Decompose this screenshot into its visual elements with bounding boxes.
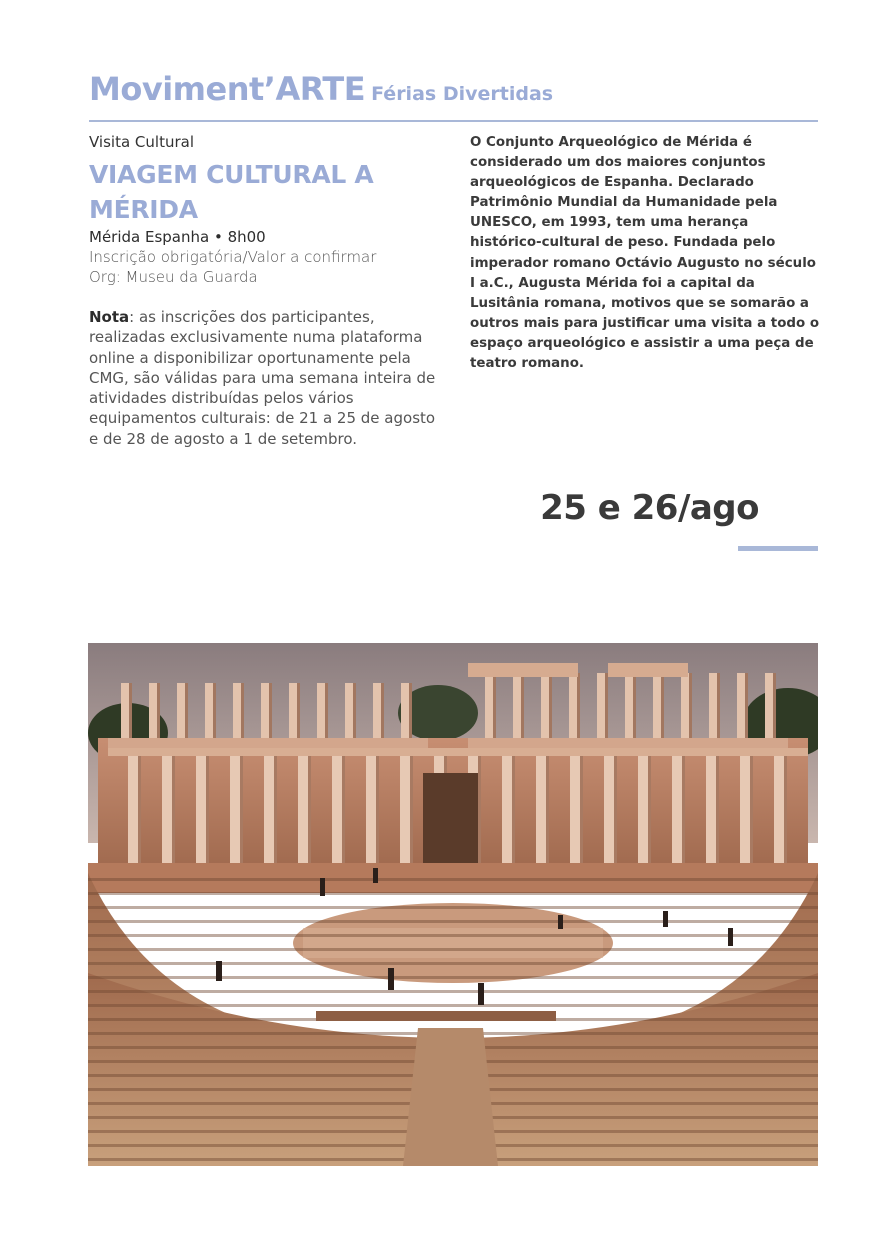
event-note — [89, 307, 439, 449]
event-details — [89, 133, 439, 464]
event-title-line1: VIAGEM CULTURAL A — [89, 160, 374, 189]
event-place-time: Mérida Espanha • 8h00 — [89, 228, 266, 246]
event-title — [89, 157, 439, 227]
event-organizer: Org: Museu da Guarda — [89, 268, 258, 286]
event-category: Visita Cultural — [89, 133, 194, 151]
brand-title: Moviment’ARTE — [89, 70, 366, 108]
event-registration: Inscrição obrigatória/Valor a confirmar — [89, 248, 377, 266]
event-description: O Conjunto Arqueológico de Mérida é considerado um dos maiores conjuntos arqueológicos de Espanha. Declarado Patrimônio Mundial da Humanidade pela UNESCO, em 1993, tem uma herança histórico-cultural de peso. Fundada pelo imperador romano Octávio Augusto no século I a.C., Augusta Mérida foi a capital da Lusitânia romana, motivos que se somarão a outros mais para justificar uma visita a todo o espaço arqueológico e assistir a uma peça de teatro romano. — [470, 135, 820, 372]
note-label: Nota — [89, 308, 130, 326]
roman-theatre-photo — [88, 643, 818, 1166]
event-date: 25 e 26/ago — [540, 488, 759, 528]
page-header — [89, 70, 818, 122]
brand-subtitle: Férias Divertidas — [371, 83, 554, 105]
event-title-line2: MÉRIDA — [89, 195, 198, 224]
date-underline — [738, 546, 818, 551]
note-text: : as inscrições dos participantes, realizadas exclusivamente numa plataforma online a disponibilizar oportunamente pela CMG, são válidas para uma semana inteira de atividades distribuídas pelos vários equipamentos culturais: de 21 a 25 de agosto e de 28 de agosto a 1 de setembro. — [89, 308, 436, 448]
